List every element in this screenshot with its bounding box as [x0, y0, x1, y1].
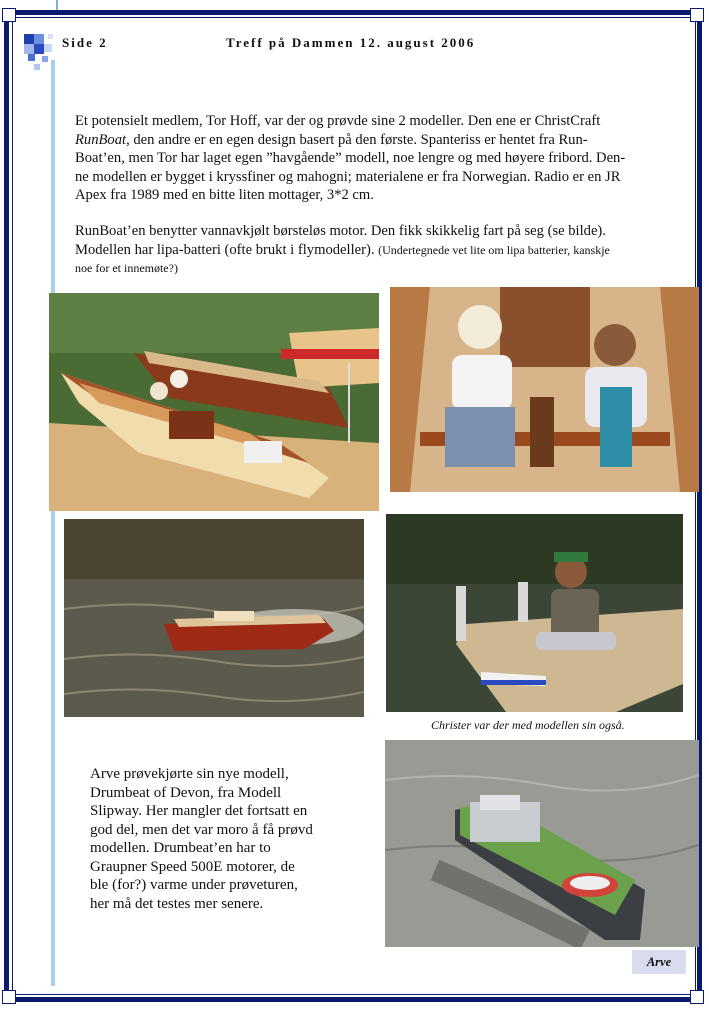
- paragraph-1-line: Boat’en, men Tor har laget egen ”havgående” modell, noe lengre og med høyere fribord. Den-: [75, 150, 626, 166]
- article-paragraph-2: [75, 222, 685, 278]
- paragraph-3-line: modellen. Drumbeat’en har to: [90, 840, 271, 856]
- paragraph-2-line: RunBoat’en benytter vannavkjølt børsteløs motor. Den fikk skikkelig fart på seg (se bilde).: [75, 223, 606, 239]
- corner-ornament-tr: [690, 8, 704, 22]
- photo-boats-on-table: [49, 293, 379, 511]
- left-accent-rule: [51, 60, 55, 986]
- paragraph-3-line: Drumbeat of Devon, fra Modell: [90, 784, 282, 801]
- paragraph-3-line: Slipway. Her mangler det fortsatt en: [90, 803, 308, 819]
- top-accent-line: [56, 0, 58, 10]
- photo-runboat-on-water: [64, 519, 364, 717]
- paragraph-1-line: ne modellen er bygget i kryssfiner og mahogni; materialene er fra Norwegian. Radio er en JR: [75, 168, 621, 185]
- paragraph-1-line: RunBoat, den andre er en egen design basert på den første. Spanteriss er hentet fra Run-: [75, 131, 588, 148]
- photo-christer-on-dock: [386, 514, 683, 712]
- page-number: Side 2: [62, 35, 108, 50]
- photo-drumbeat-on-water: [385, 740, 699, 947]
- paragraph-3-line: her må det testes mer senere.: [90, 895, 264, 912]
- article-paragraph-3: [90, 765, 370, 913]
- paragraph-2-line: noe for et innemøte?): [75, 261, 178, 275]
- photo-dolls-in-boat: [390, 287, 699, 492]
- article-paragraph-1: [75, 112, 675, 205]
- corner-ornament-tl: [2, 8, 16, 22]
- corner-ornament-bl: [2, 990, 16, 1004]
- paragraph-3-line: ble (for?) varme under prøveturen,: [90, 877, 298, 893]
- paragraph-1-line: Apex fra 1989 med en bitte liten mottager, 3*2 cm.: [75, 187, 374, 203]
- photo-caption-christer: Christer var der med modellen sin også.: [431, 718, 625, 732]
- corner-ornament-br: [690, 990, 704, 1004]
- paragraph-1-line: Et potensielt medlem, Tor Hoff, var der og prøvde sine 2 modeller. Den ene er ChristCraft: [75, 113, 601, 129]
- paragraph-2-line: Modellen har lipa-batteri (ofte brukt i flymodeller). (Undertegnede vet lite om lipa batterier, kanskje: [75, 241, 610, 258]
- paragraph-3-line: god del, men det var moro å få prøvd: [90, 821, 313, 838]
- photo-tag-arve: Arve: [632, 950, 686, 974]
- paragraph-3-line: Graupner Speed 500E motorer, de: [90, 858, 295, 875]
- paragraph-3-line: Arve prøvekjørte sin nye modell,: [90, 766, 289, 782]
- issue-title: Treff på Dammen 12. august 2006: [226, 35, 476, 50]
